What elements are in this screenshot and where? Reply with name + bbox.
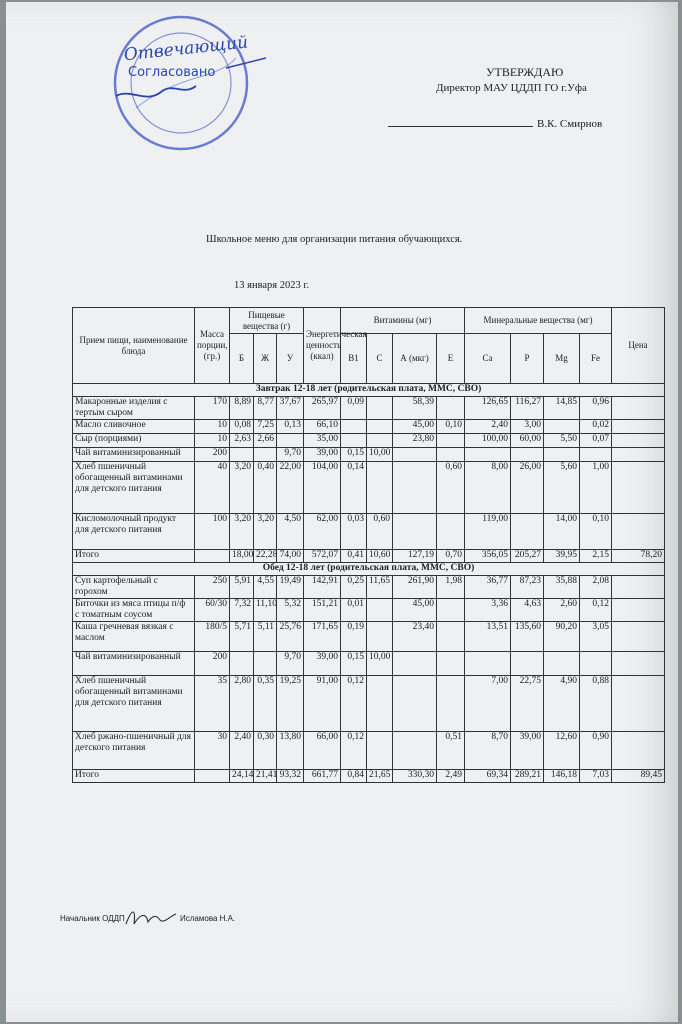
cell-a [393,732,437,770]
cell-e [437,622,465,652]
cell-b1: 0,25 [341,576,367,599]
header-dish: Прием пищи, наименование блюда [73,308,195,384]
cell-zh: 11,10 [254,599,277,622]
cell-a: 45,00 [393,420,437,434]
cell-b: 7,32 [230,599,254,622]
cell-b1 [341,420,367,434]
cell-b1: 0,12 [341,676,367,732]
cell-e: 2,49 [437,770,465,783]
cell-a [393,462,437,514]
menu-table-body [73,384,665,783]
cell-mg: 14,00 [544,514,580,550]
cell-p [511,514,544,550]
cell-b1: 0,03 [341,514,367,550]
approval-name: В.К. Смирнов [537,118,603,130]
menu-heading: Школьное меню для организации питания обучающихся. [206,234,463,245]
cell-name: Хлеб пшеничный обогащенный витаминами для детского питания [73,676,195,732]
cell-b: 3,20 [230,462,254,514]
cell-energy: 39,00 [304,652,341,676]
table-row [73,622,665,652]
cell-a: 261,90 [393,576,437,599]
signature-text [135,912,157,923]
footer-label: Начальник ОДДП [60,914,125,923]
header-b: Б [230,334,254,384]
cell-mass: 30 [195,732,230,770]
cell-mass: 200 [195,652,230,676]
cell-b1: 0,41 [341,550,367,563]
cell-zh: 3,20 [254,514,277,550]
cell-u [277,434,304,448]
header-zh: Ж [254,334,277,384]
cell-u: 19,49 [277,576,304,599]
cell-u: 93,32 [277,770,304,783]
cell-fe: 0,96 [580,397,612,420]
cell-p: 22,75 [511,676,544,732]
header-c: C [367,334,393,384]
cell-mg: 4,90 [544,676,580,732]
cell-mass: 180/5 [195,622,230,652]
header-mass: Масса порции, (гр.) [195,308,230,384]
cell-b: 8,89 [230,397,254,420]
cell-energy: 142,91 [304,576,341,599]
cell-u: 22,00 [277,462,304,514]
cell-u: 74,00 [277,550,304,563]
cell-a: 58,39 [393,397,437,420]
cell-b1: 0,09 [341,397,367,420]
cell-ca: 8,00 [465,462,511,514]
cell-p: 39,00 [511,732,544,770]
cell-p: 26,00 [511,462,544,514]
cell-b: 3,20 [230,514,254,550]
cell-mass: 100 [195,514,230,550]
cell-price [612,652,665,676]
approval-stamp [106,8,256,158]
cell-a: 127,19 [393,550,437,563]
cell-p: 289,21 [511,770,544,783]
handwritten-signature [122,904,182,930]
document-page [6,2,678,1022]
cell-b [230,448,254,462]
cell-name: Итого [73,550,195,563]
cell-mass [195,770,230,783]
header-a: А (мкг) [393,334,437,384]
cell-p: 135,60 [511,622,544,652]
header-price: Цена [612,308,665,384]
cell-name: Суп картофельный с горохом [73,576,195,599]
section-row [73,563,665,576]
cell-e [437,676,465,732]
cell-mg: 2,60 [544,599,580,622]
cell-u: 9,70 [277,652,304,676]
cell-u: 4,50 [277,514,304,550]
cell-p: 3,00 [511,420,544,434]
footer-signature [60,914,236,923]
cell-p: 60,00 [511,434,544,448]
table-row [73,434,665,448]
total-row [73,550,665,563]
table-row [73,397,665,420]
cell-e [437,514,465,550]
cell-c [367,732,393,770]
cell-c: 21,65 [367,770,393,783]
cell-mg [544,652,580,676]
section-title: Обед 12-18 лет (родительская плата, ММС, СВО) [73,563,665,576]
menu-date: 13 января 2023 г. [234,280,310,291]
cell-b: 5,71 [230,622,254,652]
cell-name: Чай витаминизированный [73,448,195,462]
cell-name: Биточки из мяса птицы п/ф с томатным соусом [73,599,195,622]
cell-c: 10,60 [367,550,393,563]
table-row [73,732,665,770]
cell-b1: 0,19 [341,622,367,652]
cell-mass: 60/30 [195,599,230,622]
cell-energy: 62,00 [304,514,341,550]
cell-zh: 7,25 [254,420,277,434]
cell-ca: 13,51 [465,622,511,652]
cell-c [367,397,393,420]
cell-b: 18,00 [230,550,254,563]
cell-energy: 661,77 [304,770,341,783]
cell-p: 205,27 [511,550,544,563]
cell-zh: 2,66 [254,434,277,448]
cell-name: Хлеб ржано-пшеничный для детского питания [73,732,195,770]
cell-mass [195,550,230,563]
cell-c [367,599,393,622]
cell-ca: 100,00 [465,434,511,448]
cell-p: 87,23 [511,576,544,599]
cell-fe: 2,15 [580,550,612,563]
stamp-handwriting: Отвечающий [122,32,249,66]
cell-name: Сыр (порциями) [73,434,195,448]
cell-mass: 250 [195,576,230,599]
cell-u: 37,67 [277,397,304,420]
cell-mg: 39,95 [544,550,580,563]
cell-ca: 8,70 [465,732,511,770]
table-row [73,576,665,599]
cell-fe: 0,90 [580,732,612,770]
cell-c: 11,65 [367,576,393,599]
cell-mg: 35,88 [544,576,580,599]
cell-ca [465,448,511,462]
cell-c [367,420,393,434]
cell-mass: 10 [195,434,230,448]
cell-zh: 0,30 [254,732,277,770]
cell-name: Итого [73,770,195,783]
header-ca: Ca [465,334,511,384]
section-row [73,384,665,397]
cell-price [612,420,665,434]
cell-b1: 0,84 [341,770,367,783]
cell-name: Чай витаминизированный [73,652,195,676]
cell-ca: 126,65 [465,397,511,420]
cell-e: 0,10 [437,420,465,434]
cell-mg: 5,50 [544,434,580,448]
cell-zh: 0,35 [254,676,277,732]
cell-p [511,448,544,462]
cell-fe [580,448,612,462]
cell-price [612,732,665,770]
cell-b1 [341,434,367,448]
cell-u: 25,76 [277,622,304,652]
cell-p [511,652,544,676]
approval-title: УТВЕРЖДАЮ [486,65,564,79]
cell-a [393,514,437,550]
cell-fe: 3,05 [580,622,612,652]
cell-name: Масло сливочное [73,420,195,434]
table-row [73,420,665,434]
cell-mg [544,448,580,462]
cell-c [367,462,393,514]
table-row [73,599,665,622]
cell-energy: 66,10 [304,420,341,434]
stamp-text: Согласовано [128,65,216,80]
cell-energy: 66,00 [304,732,341,770]
cell-b1: 0,15 [341,448,367,462]
approval-position: Директор МАУ ЦДДП ГО г.Уфа [436,82,587,94]
cell-e: 1,98 [437,576,465,599]
section-title: Завтрак 12-18 лет (родительская плата, ММС, СВО) [73,384,665,397]
cell-c: 10,00 [367,448,393,462]
cell-ca: 2,40 [465,420,511,434]
cell-price [612,676,665,732]
cell-zh: 4,55 [254,576,277,599]
cell-fe: 0,02 [580,420,612,434]
cell-fe: 0,10 [580,514,612,550]
cell-price [612,599,665,622]
cell-price: 78,20 [612,550,665,563]
cell-p: 4,63 [511,599,544,622]
cell-b1: 0,14 [341,462,367,514]
cell-b [230,652,254,676]
cell-a: 23,80 [393,434,437,448]
cell-mass: 35 [195,676,230,732]
cell-u: 19,25 [277,676,304,732]
cell-mg [544,420,580,434]
cell-energy: 35,00 [304,434,341,448]
signature-line [388,126,533,127]
header-minerals: Минеральные вещества (мг) [465,308,612,334]
footer-name: Исламова Н.А. [180,914,236,923]
cell-e [437,448,465,462]
cell-name: Каша гречневая вязкая с маслом [73,622,195,652]
header-e: Е [437,334,465,384]
menu-table [72,307,665,783]
cell-e [437,652,465,676]
cell-b: 2,40 [230,732,254,770]
header-u: У [277,334,304,384]
cell-b1: 0,15 [341,652,367,676]
cell-mass: 10 [195,420,230,434]
cell-mg: 14,85 [544,397,580,420]
cell-u: 13,80 [277,732,304,770]
cell-a [393,676,437,732]
cell-c [367,434,393,448]
cell-name: Хлеб пшеничный обогащенный витаминами для детского питания [73,462,195,514]
cell-ca [465,652,511,676]
table-row [73,462,665,514]
cell-a [393,652,437,676]
cell-c: 0,60 [367,514,393,550]
cell-ca: 3,36 [465,599,511,622]
cell-ca: 36,77 [465,576,511,599]
cell-fe: 1,00 [580,462,612,514]
cell-a: 23,40 [393,622,437,652]
cell-mg: 90,20 [544,622,580,652]
cell-ca: 69,34 [465,770,511,783]
header-b1: B1 [341,334,367,384]
cell-zh: 5,11 [254,622,277,652]
total-row [73,770,665,783]
cell-c: 10,00 [367,652,393,676]
cell-zh: 21,41 [254,770,277,783]
cell-p: 116,27 [511,397,544,420]
cell-zh [254,652,277,676]
cell-zh: 22,28 [254,550,277,563]
cell-u: 0,13 [277,420,304,434]
cell-fe: 7,03 [580,770,612,783]
cell-fe: 0,07 [580,434,612,448]
cell-b1: 0,12 [341,732,367,770]
cell-price [612,576,665,599]
table-row [73,514,665,550]
header-nutrients: Пищевые вещества (г) [230,308,304,334]
cell-c [367,622,393,652]
cell-energy: 265,97 [304,397,341,420]
cell-a: 330,30 [393,770,437,783]
cell-energy: 171,65 [304,622,341,652]
cell-price [612,448,665,462]
cell-a: 45,00 [393,599,437,622]
cell-energy: 104,00 [304,462,341,514]
cell-b: 5,91 [230,576,254,599]
cell-energy: 151,21 [304,599,341,622]
cell-energy: 572,07 [304,550,341,563]
cell-ca: 356,05 [465,550,511,563]
cell-mg: 12,60 [544,732,580,770]
cell-c [367,676,393,732]
table-row [73,676,665,732]
cell-e: 0,60 [437,462,465,514]
cell-energy: 91,00 [304,676,341,732]
cell-name: Макаронные изделия с тертым сыром [73,397,195,420]
header-p: P [511,334,544,384]
header-fe: Fe [580,334,612,384]
cell-e [437,397,465,420]
header-energy: Энергетическая ценность (ккал) [304,308,341,384]
cell-zh: 8,77 [254,397,277,420]
cell-price [612,622,665,652]
cell-price [612,462,665,514]
cell-e: 0,70 [437,550,465,563]
cell-e: 0,51 [437,732,465,770]
table-row [73,652,665,676]
cell-u: 5,32 [277,599,304,622]
cell-price [612,514,665,550]
cell-name: Кисломолочный продукт для детского питания [73,514,195,550]
cell-mass: 170 [195,397,230,420]
cell-fe: 0,12 [580,599,612,622]
cell-b: 2,63 [230,434,254,448]
cell-price [612,434,665,448]
cell-b: 24,14 [230,770,254,783]
cell-zh [254,448,277,462]
cell-mass: 40 [195,462,230,514]
header-vitamins: Витамины (мг) [341,308,465,334]
cell-price [612,397,665,420]
cell-ca: 119,00 [465,514,511,550]
cell-ca: 7,00 [465,676,511,732]
header-mg: Mg [544,334,580,384]
cell-energy: 39,00 [304,448,341,462]
cell-fe [580,652,612,676]
cell-price: 89,45 [612,770,665,783]
table-row [73,448,665,462]
cell-a [393,448,437,462]
cell-e [437,434,465,448]
cell-b: 2,80 [230,676,254,732]
cell-mg: 5,60 [544,462,580,514]
cell-zh: 0,40 [254,462,277,514]
cell-b1: 0,01 [341,599,367,622]
cell-mass: 200 [195,448,230,462]
cell-mg: 146,18 [544,770,580,783]
cell-e [437,599,465,622]
cell-b: 0,08 [230,420,254,434]
cell-fe: 2,08 [580,576,612,599]
cell-u: 9,70 [277,448,304,462]
cell-fe: 0,88 [580,676,612,732]
